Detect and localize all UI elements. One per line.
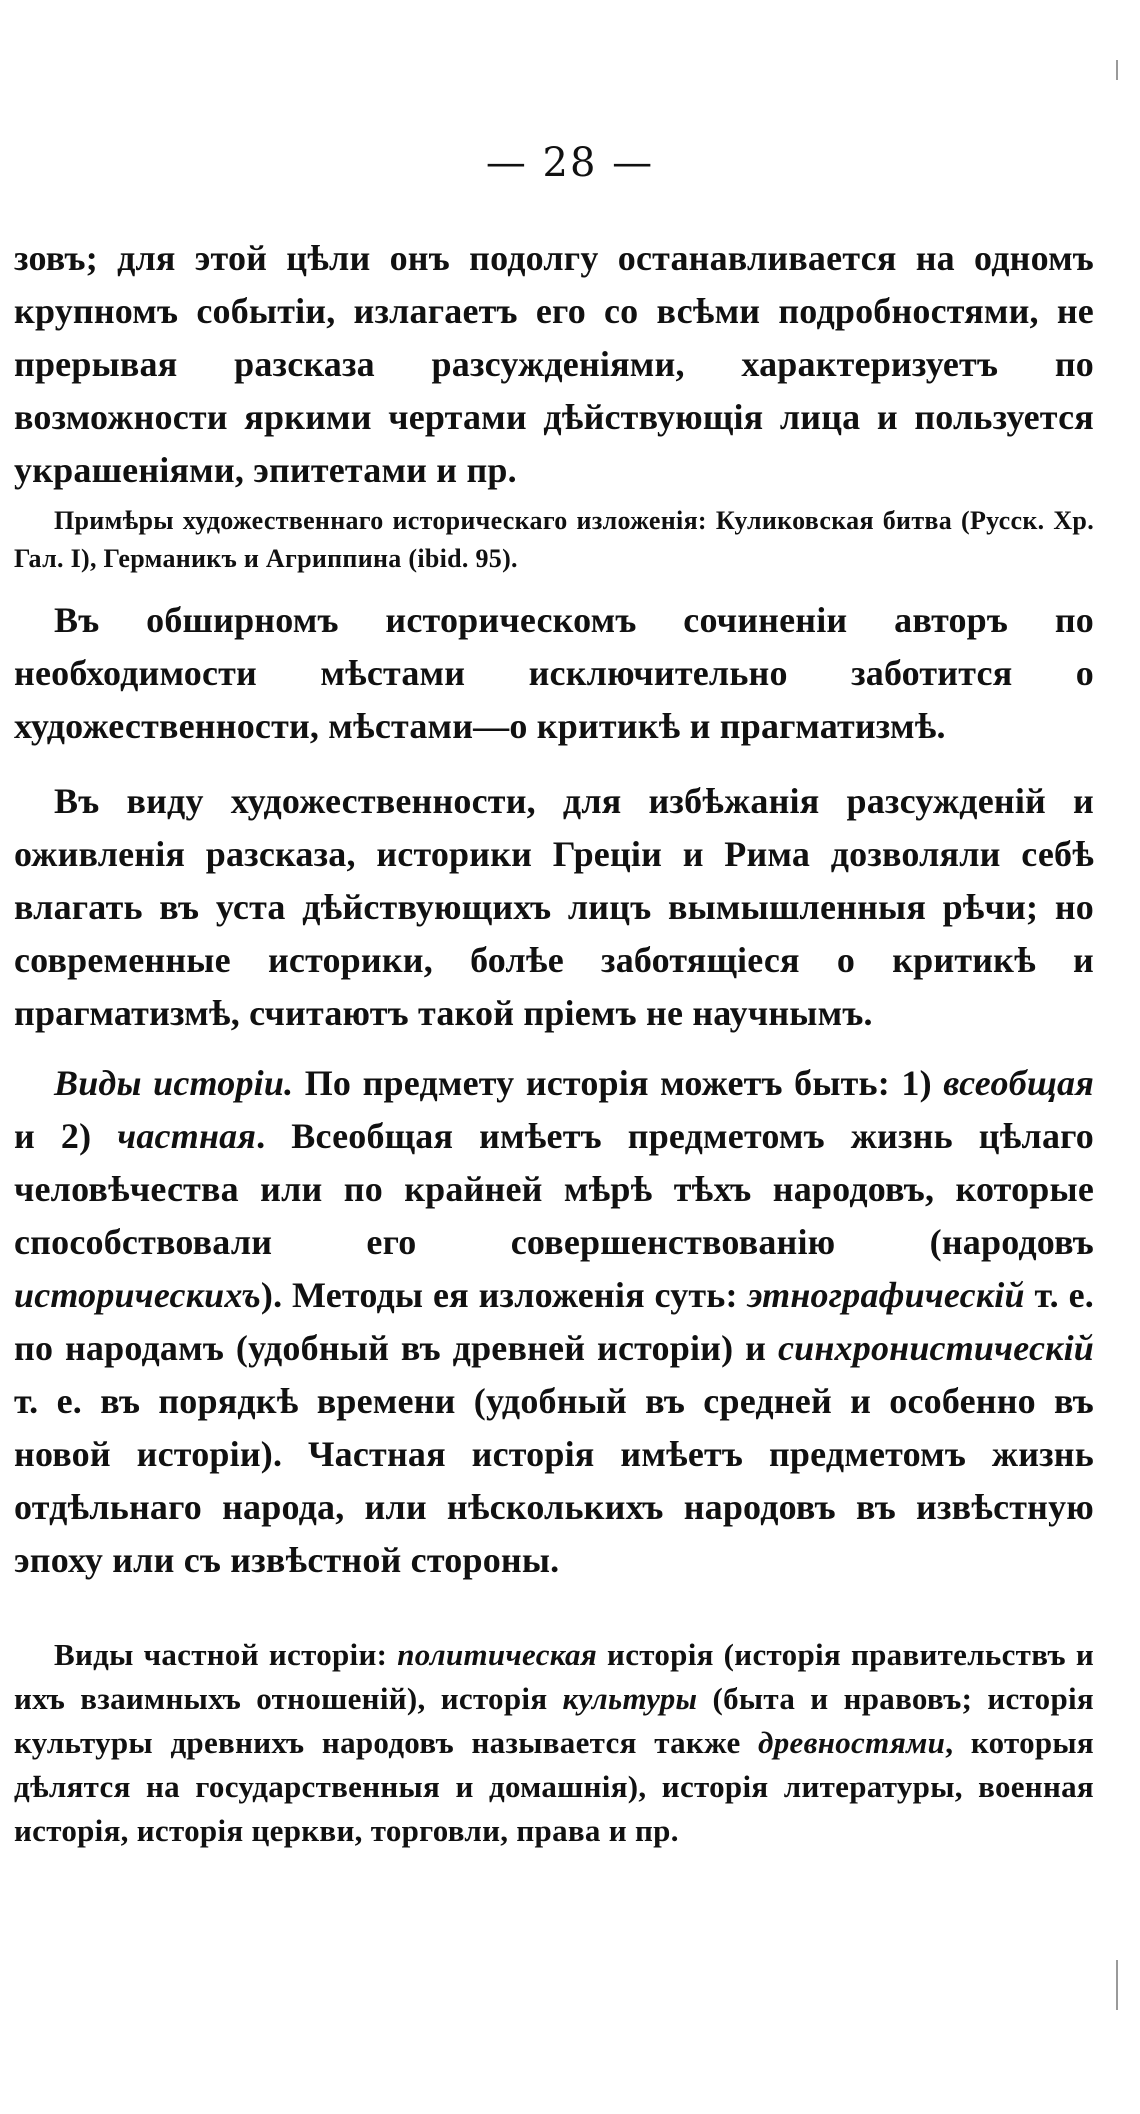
note-text: Виды частной исторіи: политическая исторія (исторія правительствъ и ихъ взаимныхъ отношеній), исторія культуры (быта и нравовъ; исторія культуры древнихъ народовъ называется также древностями, которыя дѣлятся на государственныя и домашнія), исторія литературы, военная исторія, исторія церкви, торговли, права и пр. — [14, 1637, 1094, 1848]
term-italic: частная — [117, 1116, 257, 1156]
paragraph-kinds-of-history — [14, 1057, 1094, 1587]
paragraph-text: Въ виду художественности, для избѣжанія разсужденій и оживленія разсказа, историки Греціи и Рима дозволяли себѣ влагать въ уста дѣйствующихъ лицъ вымышленныя рѣчи; но современные историки, болѣе заботящіеся о критикѣ и прагматизмѣ, считаютъ такой пріемъ не научнымъ. — [14, 781, 1094, 1033]
paragraph-text: Виды исторіи. По предмету исторія можетъ быть: 1) всеобщая и 2) частная. Всеобщая имѣетъ предметомъ жизнь цѣлаго человѣчества или по крайней мѣрѣ тѣхъ народовъ, которые способствовали его совершенствованію (народовъ историческихъ). Методы ея изложенія суть: этнографическій т. е. по народамъ (удобный въ древней исторіи) и синхронистическій т. е. въ порядкѣ времени (удобный въ средней и особенно въ новой исторіи). Частная исторія имѣетъ предметомъ жизнь отдѣльнаго народа, или нѣсколькихъ народовъ въ извѣстную эпоху или съ извѣстной стороны. — [14, 1063, 1094, 1580]
term-italic: древностями — [758, 1725, 946, 1760]
paragraph-text: Въ обширномъ историческомъ сочиненіи авторъ по необходимости мѣстами исключительно заботится о художественности, мѣстами—о критикѣ и прагматизмѣ. — [14, 600, 1094, 746]
term-italic: синхронистическій — [777, 1328, 1094, 1368]
paragraph-large-work — [14, 594, 1094, 753]
footnote-text: Примѣры художественнаго историческаго изложенія: Куликовская битва (Русск. Хр. Гал. I), Германикъ и Агриппина (ibid. 95). — [14, 506, 1094, 573]
section-heading: Виды исторіи. — [54, 1063, 294, 1103]
page-number: — 28 — — [485, 140, 655, 186]
term-italic: историческихъ — [14, 1275, 261, 1315]
scan-artifact — [1116, 1960, 1118, 2010]
paragraph-speeches — [14, 775, 1094, 1040]
term-italic: всеобщая — [943, 1063, 1094, 1103]
term-italic: культуры — [562, 1681, 698, 1716]
term-italic: этнографическій — [747, 1275, 1025, 1315]
note-kinds-of-particular-history — [14, 1633, 1094, 1853]
footnote-examples — [14, 502, 1094, 578]
scan-artifact — [1116, 60, 1118, 80]
term-italic: политическая — [397, 1637, 598, 1672]
paragraph-text: зовъ; для этой цѣли онъ подолгу останавливается на одномъ крупномъ событіи, излагаетъ его со всѣми подробностями, не прерывая разсказа разсужденіями, характеризуетъ по возможности яркими чертами дѣйствующія лица и пользуется украшеніями, эпитетами и пр. — [14, 238, 1094, 490]
paragraph-continuation — [14, 232, 1094, 497]
